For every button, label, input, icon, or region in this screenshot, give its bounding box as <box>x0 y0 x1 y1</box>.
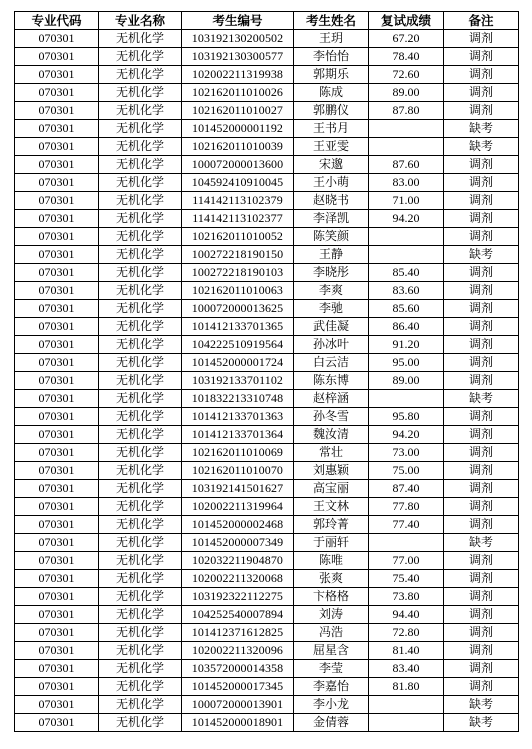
exam-id-cell: 100272218190103 <box>182 264 294 282</box>
remark-cell: 调剂 <box>444 552 519 570</box>
remark-cell: 调剂 <box>444 624 519 642</box>
table-row <box>15 588 519 606</box>
candidate-name-cell: 白云洁 <box>294 354 369 372</box>
major-code-cell: 070301 <box>15 408 99 426</box>
major-code-cell: 070301 <box>15 588 99 606</box>
major-name-cell: 无机化学 <box>99 354 182 372</box>
major-name-cell: 无机化学 <box>99 390 182 408</box>
candidate-name-cell: 陈笑颜 <box>294 228 369 246</box>
remark-cell: 调剂 <box>444 678 519 696</box>
candidate-name-cell: 武佳凝 <box>294 318 369 336</box>
remark-cell: 缺考 <box>444 120 519 138</box>
table-row <box>15 624 519 642</box>
major-code-cell: 070301 <box>15 480 99 498</box>
retest-score-cell: 75.00 <box>369 462 444 480</box>
retest-score-cell: 95.80 <box>369 408 444 426</box>
major-name-cell: 无机化学 <box>99 156 182 174</box>
table-row <box>15 570 519 588</box>
retest-score-cell: 91.20 <box>369 336 444 354</box>
remark-cell: 调剂 <box>444 660 519 678</box>
major-name-cell: 无机化学 <box>99 192 182 210</box>
major-name-cell: 无机化学 <box>99 624 182 642</box>
exam-id-cell: 101412133701363 <box>182 408 294 426</box>
major-name-cell: 无机化学 <box>99 480 182 498</box>
candidate-name-cell: 陈成 <box>294 84 369 102</box>
retest-score-cell: 77.40 <box>369 516 444 534</box>
remark-cell: 调剂 <box>444 228 519 246</box>
exam-id-cell: 102162011010069 <box>182 444 294 462</box>
remark-cell: 调剂 <box>444 498 519 516</box>
major-name-cell: 无机化学 <box>99 498 182 516</box>
remark-cell: 调剂 <box>444 570 519 588</box>
major-code-cell: 070301 <box>15 336 99 354</box>
major-code-cell: 070301 <box>15 714 99 732</box>
table-row <box>15 282 519 300</box>
retest-score-cell <box>369 138 444 156</box>
exam-id-cell: 101452000002468 <box>182 516 294 534</box>
table-row <box>15 480 519 498</box>
col-header-remark: 备注 <box>444 12 519 30</box>
retest-score-cell <box>369 714 444 732</box>
table-row <box>15 336 519 354</box>
retest-score-cell: 73.80 <box>369 588 444 606</box>
major-name-cell: 无机化学 <box>99 642 182 660</box>
candidate-name-cell: 李小龙 <box>294 696 369 714</box>
table-row <box>15 174 519 192</box>
major-code-cell: 070301 <box>15 120 99 138</box>
major-code-cell: 070301 <box>15 48 99 66</box>
major-name-cell: 无机化学 <box>99 444 182 462</box>
remark-cell: 调剂 <box>444 642 519 660</box>
table-row <box>15 192 519 210</box>
exam-id-cell: 102162011010026 <box>182 84 294 102</box>
retest-score-cell: 87.60 <box>369 156 444 174</box>
candidate-name-cell: 魏汝清 <box>294 426 369 444</box>
candidate-name-cell: 宋邈 <box>294 156 369 174</box>
remark-cell: 缺考 <box>444 696 519 714</box>
major-name-cell: 无机化学 <box>99 30 182 48</box>
major-name-cell: 无机化学 <box>99 570 182 588</box>
retest-score-cell: 72.80 <box>369 624 444 642</box>
remark-cell: 调剂 <box>444 84 519 102</box>
retest-score-cell: 85.40 <box>369 264 444 282</box>
major-code-cell: 070301 <box>15 174 99 192</box>
remark-cell: 缺考 <box>444 246 519 264</box>
major-name-cell: 无机化学 <box>99 66 182 84</box>
candidate-name-cell: 郭期乐 <box>294 66 369 84</box>
candidate-name-cell: 孙冰叶 <box>294 336 369 354</box>
major-code-cell: 070301 <box>15 228 99 246</box>
candidate-name-cell: 张爽 <box>294 570 369 588</box>
candidate-name-cell: 王文林 <box>294 498 369 516</box>
exam-id-cell: 100072000013901 <box>182 696 294 714</box>
remark-cell: 调剂 <box>444 300 519 318</box>
table-row <box>15 696 519 714</box>
major-code-cell: 070301 <box>15 318 99 336</box>
major-code-cell: 070301 <box>15 30 99 48</box>
remark-cell: 调剂 <box>444 264 519 282</box>
exam-id-cell: 101412371612825 <box>182 624 294 642</box>
candidate-name-cell: 刘涛 <box>294 606 369 624</box>
major-name-cell: 无机化学 <box>99 84 182 102</box>
candidate-name-cell: 屈星含 <box>294 642 369 660</box>
major-name-cell: 无机化学 <box>99 534 182 552</box>
major-code-cell: 070301 <box>15 606 99 624</box>
major-code-cell: 070301 <box>15 138 99 156</box>
remark-cell: 调剂 <box>444 372 519 390</box>
major-code-cell: 070301 <box>15 102 99 120</box>
candidate-name-cell: 陈唯 <box>294 552 369 570</box>
candidate-name-cell: 李泽凯 <box>294 210 369 228</box>
exam-id-cell: 101412133701364 <box>182 426 294 444</box>
table-row <box>15 246 519 264</box>
exam-id-cell: 102032211904870 <box>182 552 294 570</box>
table-row <box>15 210 519 228</box>
col-header-exam-id: 考生编号 <box>182 12 294 30</box>
retest-score-cell: 94.40 <box>369 606 444 624</box>
major-code-cell: 070301 <box>15 372 99 390</box>
col-header-major-name: 专业名称 <box>99 12 182 30</box>
remark-cell: 调剂 <box>444 66 519 84</box>
candidate-name-cell: 陈东博 <box>294 372 369 390</box>
major-code-cell: 070301 <box>15 390 99 408</box>
major-code-cell: 070301 <box>15 678 99 696</box>
table-row <box>15 426 519 444</box>
candidate-name-cell: 李莹 <box>294 660 369 678</box>
major-code-cell: 070301 <box>15 444 99 462</box>
table-row <box>15 354 519 372</box>
major-code-cell: 070301 <box>15 660 99 678</box>
table-row <box>15 30 519 48</box>
major-name-cell: 无机化学 <box>99 138 182 156</box>
exam-id-cell: 103192130300577 <box>182 48 294 66</box>
remark-cell: 缺考 <box>444 714 519 732</box>
table-row <box>15 300 519 318</box>
major-name-cell: 无机化学 <box>99 120 182 138</box>
remark-cell: 缺考 <box>444 138 519 156</box>
major-name-cell: 无机化学 <box>99 336 182 354</box>
table-row <box>15 48 519 66</box>
retest-score-cell <box>369 390 444 408</box>
remark-cell: 调剂 <box>444 354 519 372</box>
exam-id-cell: 103192130200502 <box>182 30 294 48</box>
table-row <box>15 156 519 174</box>
exam-id-cell: 102162011010039 <box>182 138 294 156</box>
table-row <box>15 462 519 480</box>
candidate-name-cell: 郭玲菁 <box>294 516 369 534</box>
candidate-name-cell: 李驰 <box>294 300 369 318</box>
major-code-cell: 070301 <box>15 300 99 318</box>
remark-cell: 调剂 <box>444 462 519 480</box>
candidate-name-cell: 王玥 <box>294 30 369 48</box>
candidate-name-cell: 冯浩 <box>294 624 369 642</box>
table-row <box>15 264 519 282</box>
remark-cell: 调剂 <box>444 606 519 624</box>
header-row <box>15 12 519 30</box>
remark-cell: 调剂 <box>444 444 519 462</box>
retest-score-cell <box>369 120 444 138</box>
remark-cell: 缺考 <box>444 390 519 408</box>
candidate-name-cell: 高宝丽 <box>294 480 369 498</box>
remark-cell: 调剂 <box>444 318 519 336</box>
retest-score-cell: 81.40 <box>369 642 444 660</box>
major-code-cell: 070301 <box>15 516 99 534</box>
exam-id-cell: 100072000013625 <box>182 300 294 318</box>
table-row <box>15 228 519 246</box>
retest-score-cell: 83.40 <box>369 660 444 678</box>
remark-cell: 调剂 <box>444 30 519 48</box>
retest-score-cell: 73.00 <box>369 444 444 462</box>
major-name-cell: 无机化学 <box>99 282 182 300</box>
retest-score-cell <box>369 534 444 552</box>
candidate-name-cell: 赵晓书 <box>294 192 369 210</box>
candidate-name-cell: 李晓彤 <box>294 264 369 282</box>
major-name-cell: 无机化学 <box>99 246 182 264</box>
exam-id-cell: 104592410910045 <box>182 174 294 192</box>
exam-id-cell: 101452000017345 <box>182 678 294 696</box>
exam-id-cell: 103192141501627 <box>182 480 294 498</box>
exam-id-cell: 103192133701102 <box>182 372 294 390</box>
table-row <box>15 318 519 336</box>
retest-score-cell: 77.00 <box>369 552 444 570</box>
exam-id-cell: 102002211320096 <box>182 642 294 660</box>
remark-cell: 调剂 <box>444 192 519 210</box>
table-row <box>15 498 519 516</box>
retest-score-cell: 87.80 <box>369 102 444 120</box>
exam-id-cell: 103192322112275 <box>182 588 294 606</box>
exam-id-cell: 100272218190150 <box>182 246 294 264</box>
exam-id-cell: 101412133701365 <box>182 318 294 336</box>
remark-cell: 调剂 <box>444 588 519 606</box>
major-name-cell: 无机化学 <box>99 372 182 390</box>
retest-score-cell: 77.80 <box>369 498 444 516</box>
major-code-cell: 070301 <box>15 642 99 660</box>
major-name-cell: 无机化学 <box>99 588 182 606</box>
candidate-name-cell: 王静 <box>294 246 369 264</box>
remark-cell: 调剂 <box>444 282 519 300</box>
exam-id-cell: 114142113102377 <box>182 210 294 228</box>
candidate-name-cell: 赵梓涵 <box>294 390 369 408</box>
major-name-cell: 无机化学 <box>99 318 182 336</box>
major-name-cell: 无机化学 <box>99 606 182 624</box>
table-row <box>15 552 519 570</box>
exam-id-cell: 114142113102379 <box>182 192 294 210</box>
retest-score-cell: 71.00 <box>369 192 444 210</box>
major-name-cell: 无机化学 <box>99 696 182 714</box>
remark-cell: 调剂 <box>444 174 519 192</box>
exam-id-cell: 101452000018901 <box>182 714 294 732</box>
major-code-cell: 070301 <box>15 624 99 642</box>
table-row <box>15 444 519 462</box>
candidate-name-cell: 孙冬雪 <box>294 408 369 426</box>
remark-cell: 调剂 <box>444 156 519 174</box>
remark-cell: 调剂 <box>444 516 519 534</box>
table-row <box>15 372 519 390</box>
major-name-cell: 无机化学 <box>99 300 182 318</box>
exam-id-cell: 102162011010052 <box>182 228 294 246</box>
table-row <box>15 660 519 678</box>
major-name-cell: 无机化学 <box>99 228 182 246</box>
col-header-candidate-name: 考生姓名 <box>294 12 369 30</box>
table-row <box>15 390 519 408</box>
major-name-cell: 无机化学 <box>99 426 182 444</box>
table-row <box>15 66 519 84</box>
candidate-name-cell: 于丽轩 <box>294 534 369 552</box>
table-row <box>15 102 519 120</box>
remark-cell: 调剂 <box>444 210 519 228</box>
major-code-cell: 070301 <box>15 570 99 588</box>
exam-id-cell: 101832213310748 <box>182 390 294 408</box>
retest-score-cell: 72.60 <box>369 66 444 84</box>
remark-cell: 调剂 <box>444 426 519 444</box>
results-sheet <box>14 11 519 732</box>
col-header-major-code: 专业代码 <box>15 12 99 30</box>
retest-score-cell: 83.00 <box>369 174 444 192</box>
major-code-cell: 070301 <box>15 552 99 570</box>
exam-id-cell: 101452000007349 <box>182 534 294 552</box>
candidate-name-cell: 常壮 <box>294 444 369 462</box>
retest-score-cell: 67.20 <box>369 30 444 48</box>
retest-score-cell: 89.00 <box>369 372 444 390</box>
major-code-cell: 070301 <box>15 354 99 372</box>
exam-id-cell: 102162011010063 <box>182 282 294 300</box>
candidate-name-cell: 郭鹏仪 <box>294 102 369 120</box>
remark-cell: 调剂 <box>444 408 519 426</box>
remark-cell: 调剂 <box>444 102 519 120</box>
major-code-cell: 070301 <box>15 210 99 228</box>
major-name-cell: 无机化学 <box>99 174 182 192</box>
retest-score-cell: 81.80 <box>369 678 444 696</box>
major-name-cell: 无机化学 <box>99 264 182 282</box>
col-header-retest-score: 复试成绩 <box>369 12 444 30</box>
major-name-cell: 无机化学 <box>99 462 182 480</box>
retest-score-cell: 85.60 <box>369 300 444 318</box>
table-row <box>15 534 519 552</box>
major-code-cell: 070301 <box>15 426 99 444</box>
major-name-cell: 无机化学 <box>99 660 182 678</box>
remark-cell: 调剂 <box>444 48 519 66</box>
major-code-cell: 070301 <box>15 156 99 174</box>
retest-score-cell <box>369 696 444 714</box>
table-row <box>15 84 519 102</box>
candidate-name-cell: 李怡怡 <box>294 48 369 66</box>
candidate-name-cell: 刘惠颖 <box>294 462 369 480</box>
retest-score-cell: 87.40 <box>369 480 444 498</box>
major-code-cell: 070301 <box>15 192 99 210</box>
retest-score-cell: 78.40 <box>369 48 444 66</box>
table-row <box>15 138 519 156</box>
exam-id-cell: 103572000014358 <box>182 660 294 678</box>
candidate-name-cell: 卞格格 <box>294 588 369 606</box>
major-code-cell: 070301 <box>15 84 99 102</box>
candidate-name-cell: 王小萌 <box>294 174 369 192</box>
major-code-cell: 070301 <box>15 66 99 84</box>
retest-score-cell: 95.00 <box>369 354 444 372</box>
table-row <box>15 714 519 732</box>
remark-cell: 缺考 <box>444 534 519 552</box>
remark-cell: 调剂 <box>444 480 519 498</box>
major-code-cell: 070301 <box>15 498 99 516</box>
major-name-cell: 无机化学 <box>99 516 182 534</box>
retest-score-cell: 75.40 <box>369 570 444 588</box>
candidate-name-cell: 金倩蓉 <box>294 714 369 732</box>
major-code-cell: 070301 <box>15 534 99 552</box>
exam-id-cell: 102162011010027 <box>182 102 294 120</box>
retest-score-cell: 86.40 <box>369 318 444 336</box>
major-name-cell: 无机化学 <box>99 552 182 570</box>
table-row <box>15 606 519 624</box>
retest-score-cell: 94.20 <box>369 210 444 228</box>
exam-id-cell: 102002211320068 <box>182 570 294 588</box>
table-body <box>15 30 519 732</box>
candidate-name-cell: 王亚雯 <box>294 138 369 156</box>
major-name-cell: 无机化学 <box>99 408 182 426</box>
exam-id-cell: 100072000013600 <box>182 156 294 174</box>
retest-score-cell: 89.00 <box>369 84 444 102</box>
retest-score-cell: 83.60 <box>369 282 444 300</box>
exam-id-cell: 104252540007894 <box>182 606 294 624</box>
major-name-cell: 无机化学 <box>99 714 182 732</box>
table-row <box>15 642 519 660</box>
major-name-cell: 无机化学 <box>99 102 182 120</box>
exam-id-cell: 101452000001724 <box>182 354 294 372</box>
major-code-cell: 070301 <box>15 462 99 480</box>
major-code-cell: 070301 <box>15 264 99 282</box>
candidate-name-cell: 李爽 <box>294 282 369 300</box>
major-code-cell: 070301 <box>15 246 99 264</box>
retest-score-cell: 94.20 <box>369 426 444 444</box>
major-code-cell: 070301 <box>15 696 99 714</box>
exam-id-cell: 104222510919564 <box>182 336 294 354</box>
table-row <box>15 516 519 534</box>
major-name-cell: 无机化学 <box>99 678 182 696</box>
candidate-name-cell: 王书月 <box>294 120 369 138</box>
exam-id-cell: 102002211319964 <box>182 498 294 516</box>
retest-score-cell <box>369 246 444 264</box>
exam-id-cell: 102002211319938 <box>182 66 294 84</box>
table-row <box>15 678 519 696</box>
major-name-cell: 无机化学 <box>99 48 182 66</box>
results-table <box>14 11 519 732</box>
table-row <box>15 408 519 426</box>
table-row <box>15 120 519 138</box>
retest-score-cell <box>369 228 444 246</box>
candidate-name-cell: 李嘉怡 <box>294 678 369 696</box>
remark-cell: 调剂 <box>444 336 519 354</box>
major-name-cell: 无机化学 <box>99 210 182 228</box>
exam-id-cell: 101452000001192 <box>182 120 294 138</box>
major-code-cell: 070301 <box>15 282 99 300</box>
exam-id-cell: 102162011010070 <box>182 462 294 480</box>
